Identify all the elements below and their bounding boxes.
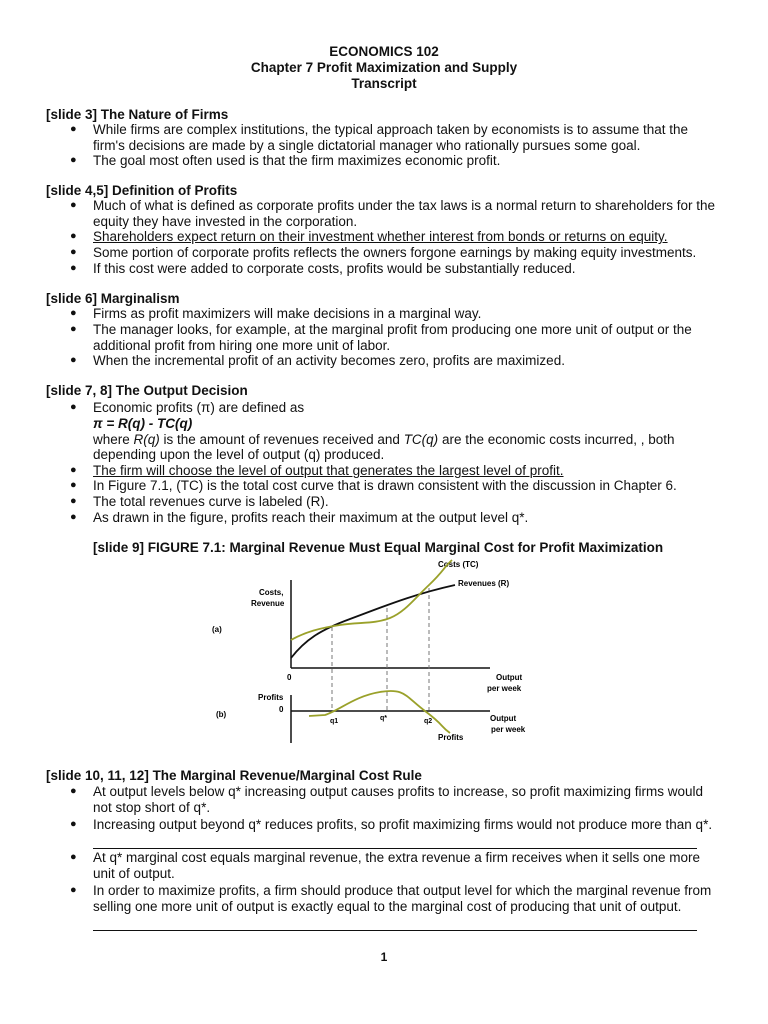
- list-item: Some portion of corporate profits reflects the owners forgone earnings by making equity investments.: [93, 245, 697, 260]
- list-item: Increasing output beyond q* reduces profits, so profit maximizing firms would not produce more than q*.: [93, 817, 713, 832]
- list-item: At output levels below q* increasing output causes profits to increase, so profit maximizing firms would not stop short of q*.: [93, 784, 704, 815]
- section-heading: [slide 6] Marginalism: [46, 291, 180, 306]
- panel-a-xlabel-1: Output: [496, 673, 523, 682]
- bullet-icon: ●: [70, 323, 77, 335]
- panel-a-xlabel-2: per week: [487, 684, 522, 693]
- bullet-icon: ●: [70, 307, 77, 319]
- total-cost-curve: [291, 560, 452, 640]
- panel-b-label: (b): [216, 710, 227, 719]
- formula-explanation-cont: depending upon the level of output (q) produced.: [93, 447, 385, 462]
- bullet-icon: ●: [70, 884, 77, 896]
- figure-caption: [slide 9] FIGURE 7.1: Marginal Revenue Must Equal Marginal Cost for Profit Maximization: [93, 540, 664, 555]
- bullet-icon: ●: [70, 246, 77, 258]
- bullet-icon: ●: [70, 262, 77, 274]
- bullet-icon: ●: [70, 511, 77, 523]
- figure-7-1: [0, 558, 768, 758]
- bullet-icon: ●: [70, 818, 77, 830]
- tick-q2: q2: [424, 718, 433, 725]
- list-item: At q* marginal cost equals marginal revenue, the extra revenue a firm receives when it sells one more unit of output.: [93, 850, 701, 881]
- section-heading: [slide 4,5] Definition of Profits: [46, 183, 238, 198]
- underline-rule: [93, 848, 697, 849]
- list-item: In Figure 7.1, (TC) is the total cost curve that is drawn consistent with the discussion in Chapter 6.: [93, 478, 677, 493]
- bullet-icon: ●: [70, 401, 77, 413]
- tick-q1: q1: [330, 718, 339, 725]
- list-item: While firms are complex institutions, the typical approach taken by economists is to assume that the firm's decisions are made by a single dictatorial manager who rationally pursues some goal.: [93, 122, 689, 153]
- section-heading: [slide 3] The Nature of Firms: [46, 107, 229, 122]
- bullet-icon: ●: [70, 479, 77, 491]
- underline-rule: [93, 930, 697, 931]
- list-item: The firm will choose the level of output that generates the largest level of profit.: [93, 463, 564, 478]
- profit-curve: [309, 691, 450, 733]
- panel-b-xlabel-1: Output: [490, 714, 517, 723]
- bullet-icon: ●: [70, 785, 77, 797]
- list-item: In order to maximize profits, a firm should produce that output level for which the marginal revenue from selling one more unit of output is exactly equal to the marginal cost of producing that unit of output.: [93, 883, 712, 914]
- panel-a-label: (a): [212, 625, 222, 634]
- list-item: The goal most often used is that the firm maximizes economic profit.: [93, 153, 501, 168]
- revenue-curve-label: Revenues (R): [458, 579, 510, 588]
- tc-curve-label: Costs (TC): [438, 560, 479, 569]
- list-item: When the incremental profit of an activity becomes zero, profits are maximized.: [93, 353, 565, 368]
- doc-type-title: Transcript: [351, 76, 417, 91]
- list-item: If this cost were added to corporate costs, profits would be substantially reduced.: [93, 261, 576, 276]
- bullet-icon: ●: [70, 230, 77, 242]
- panel-b-zero: 0: [279, 705, 284, 714]
- bullet-icon: ●: [70, 154, 77, 166]
- course-title: ECONOMICS 102: [329, 44, 439, 59]
- bullet-icon: ●: [70, 354, 77, 366]
- profit-curve-label: Profits: [438, 733, 464, 742]
- bullet-icon: ●: [70, 123, 77, 135]
- tick-qstar: q*: [380, 715, 387, 722]
- list-item: Firms as profit maximizers will make decisions in a marginal way.: [93, 306, 482, 321]
- profit-formula: π = R(q) - TC(q): [93, 416, 193, 431]
- panel-a-origin: 0: [287, 673, 292, 682]
- bullet-icon: ●: [70, 495, 77, 507]
- panel-b-xlabel-2: per week: [491, 725, 526, 734]
- list-item: The manager looks, for example, at the marginal profit from producing one more unit of output or the additional profit from hiring one more unit of labor.: [93, 322, 692, 353]
- bullet-icon: ●: [70, 851, 77, 863]
- list-item: Shareholders expect return on their investment whether interest from bonds or returns on equity.: [93, 229, 668, 244]
- chapter-title: Chapter 7 Profit Maximization and Supply: [250, 60, 518, 75]
- panel-a-ylabel-2: Revenue: [251, 599, 285, 608]
- bullet-icon: ●: [70, 464, 77, 476]
- panel-a-ylabel-1: Costs,: [259, 588, 284, 597]
- section-heading: [slide 10, 11, 12] The Marginal Revenue/Marginal Cost Rule: [46, 768, 422, 783]
- list-item: Much of what is defined as corporate profits under the tax laws is a normal return to shareholders for the equity they have invested in the corporation.: [93, 198, 716, 229]
- list-item: Economic profits (π) are defined as: [93, 400, 305, 415]
- list-item: The total revenues curve is labeled (R).: [93, 494, 329, 509]
- page-number: 1: [380, 950, 388, 964]
- formula-explanation: where R(q) is the amount of revenues received and TC(q) are the economic costs incurred, , both: [93, 432, 675, 447]
- section-heading: [slide 7, 8] The Output Decision: [46, 383, 248, 398]
- bullet-icon: ●: [70, 199, 77, 211]
- list-item: As drawn in the figure, profits reach their maximum at the output level q*.: [93, 510, 529, 525]
- panel-b-ylabel: Profits: [258, 693, 284, 702]
